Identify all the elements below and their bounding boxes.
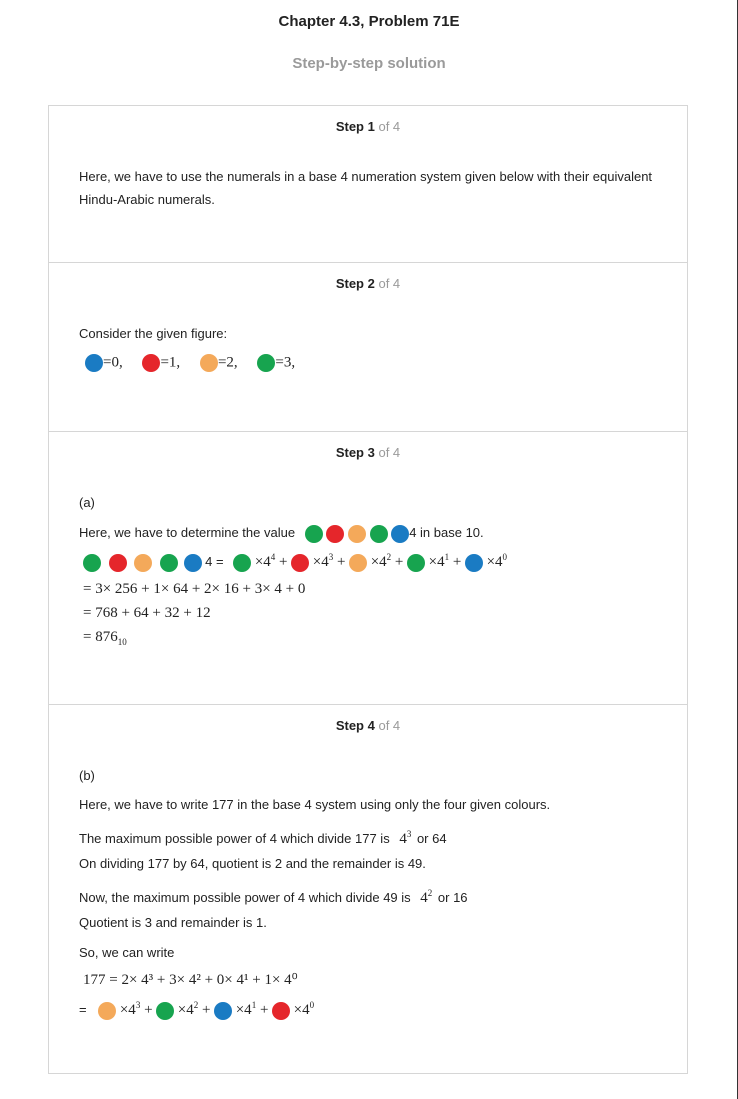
step-1-text: Here, we have to use the numerals in a base 4 numeration system given below with their equivalent Hindu-Arabic numerals. bbox=[79, 169, 653, 207]
numeral-legend bbox=[85, 354, 295, 372]
green-circle-icon bbox=[305, 525, 323, 543]
blue-circle-icon bbox=[85, 354, 103, 372]
power-term: $\times 4^3$ + bbox=[119, 1000, 153, 1018]
step-3-intro-row bbox=[79, 521, 484, 544]
step-3-intro-suffix: 4 in base 10. bbox=[409, 525, 484, 540]
step-4-line-2: The maximum possible power of 4 which divide 177 is $4^3$ or 64 bbox=[79, 829, 447, 847]
page-title: Chapter 4.3, Problem 71E bbox=[278, 13, 460, 30]
green-circle-icon bbox=[156, 1002, 174, 1020]
step-4-equation: 177 = 2× 4³ + 3× 4² + 0× 4¹ + 1× 4⁰ bbox=[83, 972, 298, 988]
blue-circle-icon bbox=[465, 554, 483, 572]
equals-text: 4 = bbox=[205, 554, 224, 569]
calc-line-2: = 768 + 64 + 32 + 12 bbox=[83, 605, 211, 621]
orange-circle-icon bbox=[200, 354, 218, 372]
step-4-card bbox=[48, 704, 688, 1074]
blue-circle-icon bbox=[214, 1002, 232, 1020]
step-4-line-5: Quotient is 3 and remainder is 1. bbox=[79, 915, 267, 930]
step-4-colour-row bbox=[79, 1000, 314, 1020]
part-label: (a) bbox=[79, 495, 95, 510]
step-2-card bbox=[48, 262, 688, 432]
green-circle-icon bbox=[257, 354, 275, 372]
power-term: $\times 4^3$ + bbox=[312, 552, 346, 570]
part-label: (b) bbox=[79, 768, 95, 783]
page-subtitle: Step-by-step solution bbox=[292, 55, 446, 72]
expansion-row bbox=[83, 552, 507, 572]
green-circle-icon bbox=[160, 554, 178, 572]
legend-value: =3, bbox=[275, 354, 296, 371]
power-term: $\times 4^0$ bbox=[293, 1000, 315, 1018]
step-count: of 4 bbox=[378, 445, 401, 460]
blue-circle-icon bbox=[184, 554, 202, 572]
red-circle-icon bbox=[272, 1002, 290, 1020]
step-2-intro: Consider the given figure: bbox=[79, 326, 228, 341]
step-4-line-1: Here, we have to write 177 in the base 4 system using only the four given colours. bbox=[79, 797, 551, 812]
step-4-line-6: So, we can write bbox=[79, 945, 175, 960]
step-label: Step 2 bbox=[335, 276, 375, 291]
legend-value: =2, bbox=[217, 354, 238, 371]
green-circle-icon bbox=[407, 554, 425, 572]
step-1-header bbox=[49, 119, 687, 134]
step-label: Step 3 bbox=[335, 445, 375, 460]
step-4-line-4: Now, the maximum possible power of 4 which divide 49 is $4^2$ or 16 bbox=[79, 888, 468, 906]
step-4-line-3: On dividing 177 by 64, quotient is 2 and the remainder is 49. bbox=[79, 856, 426, 871]
equals-text: = bbox=[79, 1002, 87, 1017]
power-term: $\times 4^4$ + bbox=[254, 552, 288, 570]
green-circle-icon bbox=[233, 554, 251, 572]
power-term: $\times 4^0$ bbox=[486, 552, 508, 570]
power-term: $\times 4^2$ + bbox=[370, 552, 404, 570]
red-circle-icon bbox=[291, 554, 309, 572]
red-circle-icon bbox=[142, 354, 160, 372]
power-term: $\times 4^2$ + bbox=[177, 1000, 211, 1018]
step-1-card bbox=[48, 105, 688, 263]
power-term: $\times 4^1$ + bbox=[428, 552, 462, 570]
red-circle-icon bbox=[326, 525, 344, 543]
step-count: of 4 bbox=[378, 718, 401, 733]
orange-circle-icon bbox=[98, 1002, 116, 1020]
step-3-header bbox=[49, 445, 687, 460]
blue-circle-icon bbox=[391, 525, 409, 543]
step-3-intro: Here, we have to determine the value bbox=[79, 525, 296, 540]
calc-line-3: = $876_{10}$ bbox=[83, 629, 127, 647]
step-count: of 4 bbox=[378, 119, 401, 134]
step-4-header bbox=[49, 718, 687, 733]
green-circle-icon bbox=[83, 554, 101, 572]
calc-line-1: = 3× 256 + 1× 64 + 2× 16 + 3× 4 + 0 bbox=[83, 581, 306, 597]
orange-circle-icon bbox=[349, 554, 367, 572]
step-2-header bbox=[49, 276, 687, 291]
green-circle-icon bbox=[370, 525, 388, 543]
step-label: Step 4 bbox=[335, 718, 375, 733]
step-3-card bbox=[48, 431, 688, 705]
legend-value: =1, bbox=[160, 354, 181, 371]
step-label: Step 1 bbox=[335, 119, 375, 134]
power-term: $\times 4^1$ + bbox=[235, 1000, 269, 1018]
orange-circle-icon bbox=[348, 525, 366, 543]
red-circle-icon bbox=[109, 554, 127, 572]
step-count: of 4 bbox=[378, 276, 401, 291]
legend-value: =0, bbox=[103, 354, 123, 371]
orange-circle-icon bbox=[134, 554, 152, 572]
